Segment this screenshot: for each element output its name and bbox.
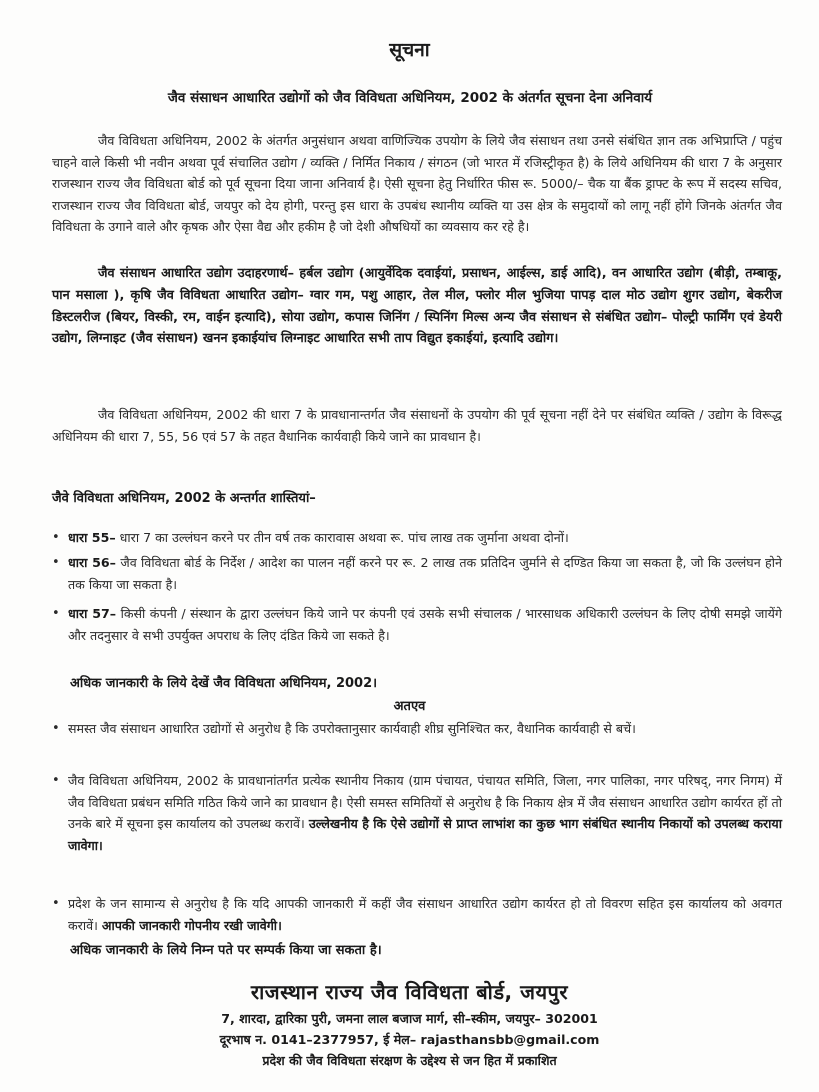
penalty-label: धारा 57– [68,606,117,621]
therefore-label: अतएव [393,699,426,714]
penalty-text: जैव विविधता बोर्ड के निर्देश / आदेश का पालन नहीं करने पर रू. 2 लाख तक प्रतिदिन जुर्माने से दण्डित किया जा सकता है, जो कि उल्लंघन होने तक किया जा सकता है। [68,555,782,592]
request-item-local-bodies [52,770,782,856]
request-text: जैव विविधता अधिनियम, 2002 के प्रावधानांतर्गत प्रत्येक स्थानीय निकाय (ग्राम पंचायत, पंचायत समिति, जिला, नगर पालिका, नगर परिषद्, नगर निगम) में जैव विविधता प्रबंधन समिति गठित किये जाने का प्रावधान है। ऐसी समस्त समितियों से अनुरोध है कि निकाय क्षेत्र में जैव संसाधन आधारित उद्योग कार्यरत हों तो उनके बारे में सूचना इस कार्यालय को उपलब्ध करावें। [68,773,782,831]
published-note: प्रदेश की जैव विविधता संरक्षण के उद्देश्य से जन हित में प्रकाशित [262,1053,557,1068]
request-item-industries [52,718,782,740]
bullet-icon: • [52,896,60,911]
intro-text: जैव विविधता अधिनियम, 2002 के अंतर्गत अनुसंधान अथवा वाणिज्यिक उपयोग के लिये जैव संसाधन तथा उनसे संबंधित ज्ञान तक अभिप्राप्ति / पहुंच चाहने वाले किसी भी नवीन अथवा पूर्व संचालित उद्योग / व्यक्ति / निर्मित निकाय / संगठन (जो भारत में रजिस्ट्रीकृत है) के लिये अधिनियम की धारा 7 के अनुसार राजस्थान राज्य जैव विविधता बोर्ड को पूर्व सूचना दिया जाना अनिवार्य है। ऐसी सूचना हेतु निर्धारित फीस रू. 5000/– चैक या बैंक ड्राफ्ट के रूप में सदस्य सचिव, राजस्थान राज्य जैव विविधता बोर्ड, जयपुर को देय होगी, परन्तु इस धारा के उपबंध स्थानीय व्यक्ति या उस क्षेत्र के समुदायों को लागू नहीं होंगे जिनके अंतर्गत जैव विविधता के उगाने वाले और कृषक और ऐसा वैद्य और हकीम है जो देशी औषधियों का व्यवसाय कर रहे है। [52,133,783,234]
penalties-heading: जैवे विविधता अधिनियम, 2002 के अन्तर्गत शास्तियां– [52,491,316,506]
org-address: 7, शारदा, द्वारिका पुरी, जमना लाल बजाज मार्ग, सी–स्कीम, जयपुर– 302001 [221,1011,598,1026]
penalty-text: किसी कंपनी / संस्थान के द्वारा उल्लंघन किये जाने पर कंपनी एवं उसके सभी संचालक / भारसाधक अधिकारी उल्लंघन के लिए दोषी समझे जायेंगे और तदनुसार वे सभी उपर्युक्त अपराध के लिए दंडित किये जा सकते है। [68,606,782,643]
more-info-act: अधिक जानकारी के लिये देखें जैव विविधता अधिनियम, 2002। [70,676,378,691]
org-contact: दूरभाष न. 0141–2377957, ई मेल– rajasthansbb@gmail.com [219,1032,600,1047]
provision-paragraph [52,404,782,447]
notice-title: सूचना [389,39,430,61]
notice-subtitle: जैव संसाधन आधारित उद्योगों को जैव विविधता अधिनियम, 2002 के अंतर्गत सूचना देना अनिवार्य [167,90,653,106]
org-name: राजस्थान राज्य जैव विविधता बोर्ड, जयपुर [250,980,569,1004]
provision-text: जैव विविधता अधिनियम, 2002 की धारा 7 के प्रावधानान्तर्गत जैव संसाधनों के उपयोग की पूर्व सूचना नहीं देने पर संबंधित व्यक्ति / उद्योग के विरूद्ध अधिनियम की धारा 7, 55, 56 एवं 57 के तहत वैधानिक कार्यवाही किये जाने का प्रावधान है। [52,407,782,444]
bullet-icon: • [52,530,60,545]
request-bold-text: आपकी जानकारी गोपनीय रखी जावेगी। [101,917,282,933]
request-text: प्रदेश के जन सामान्य से अनुरोध है कि यदि आपकी जानकारी में कहीं जैव संसाधन आधारित उद्योग कार्यरत हो तो विवरण सहित इस कार्यालय को अवगत करावें। [68,896,782,933]
industries-text: जैव संसाधन आधारित उद्योग उदाहरणार्थ– हर्बल उद्योग (आयुर्वेदिक दवाईयां, प्रसाधन, आईल्स, डाई आदि), वन आधारित उद्योग (बीड़ी, तम्बाकू, पान मसाला ), कृषि जैव विविधता आधारित उद्योग– ग्वार गम, पशु आहार, तेल मील, फ्लोर मील भुजिया पापड़ दाल मोठ उद्योग शुगर उद्योग, बेकरीज डिस्टलरीज (बियर, विस्की, रम, वाईन इत्यादि), सोया उद्योग, कपास जिनिंग / स्पिनिंग मिल्स अन्य जैव संसाधन से संबंधित उद्योग– पोल्ट्री फार्मिंग एवं डेयरी उद्योग, लिग्नाइट (जैव संसाधन) खनन इकाईयांच लिग्नाइट आधारित सभी ताप विद्युत इकाईयां, इत्यादि उद्योग। [52,266,782,347]
industries-paragraph [52,263,782,350]
intro-paragraph [52,130,782,238]
penalty-text: धारा 7 का उल्लंघन करने पर तीन वर्ष तक कारावास अथवा रू. पांच लाख तक जुर्माना अथवा दोनों। [119,530,569,545]
request-item-public [52,893,782,936]
bullet-icon: • [52,773,60,788]
penalty-item-56 [52,552,782,595]
penalty-label: धारा 55– [68,530,116,545]
request-text: समस्त जैव संसाधन आधारित उद्योगों से अनुरोध है कि उपरोक्तानुसार कार्यवाही शीघ्र सुनिश्चित कर, वैधानिक कार्यवाही से बचें। [68,721,636,736]
penalty-item-57 [52,603,782,646]
bullet-icon: • [52,721,60,736]
penalty-label: धारा 56– [68,555,116,570]
bullet-icon: • [52,555,60,570]
contact-note: अधिक जानकारी के लिये निम्न पते पर सम्पर्क किया जा सकता है। [70,943,382,958]
bullet-icon: • [52,606,60,621]
penalty-item-55 [52,527,782,549]
request-bold-text: उल्लेखनीय है कि ऐसे उद्योगों से प्राप्त लाभांश का कुछ भाग संबंधित स्थानीय निकायों को उपलब्ध कराया जावेगा। [68,816,782,853]
